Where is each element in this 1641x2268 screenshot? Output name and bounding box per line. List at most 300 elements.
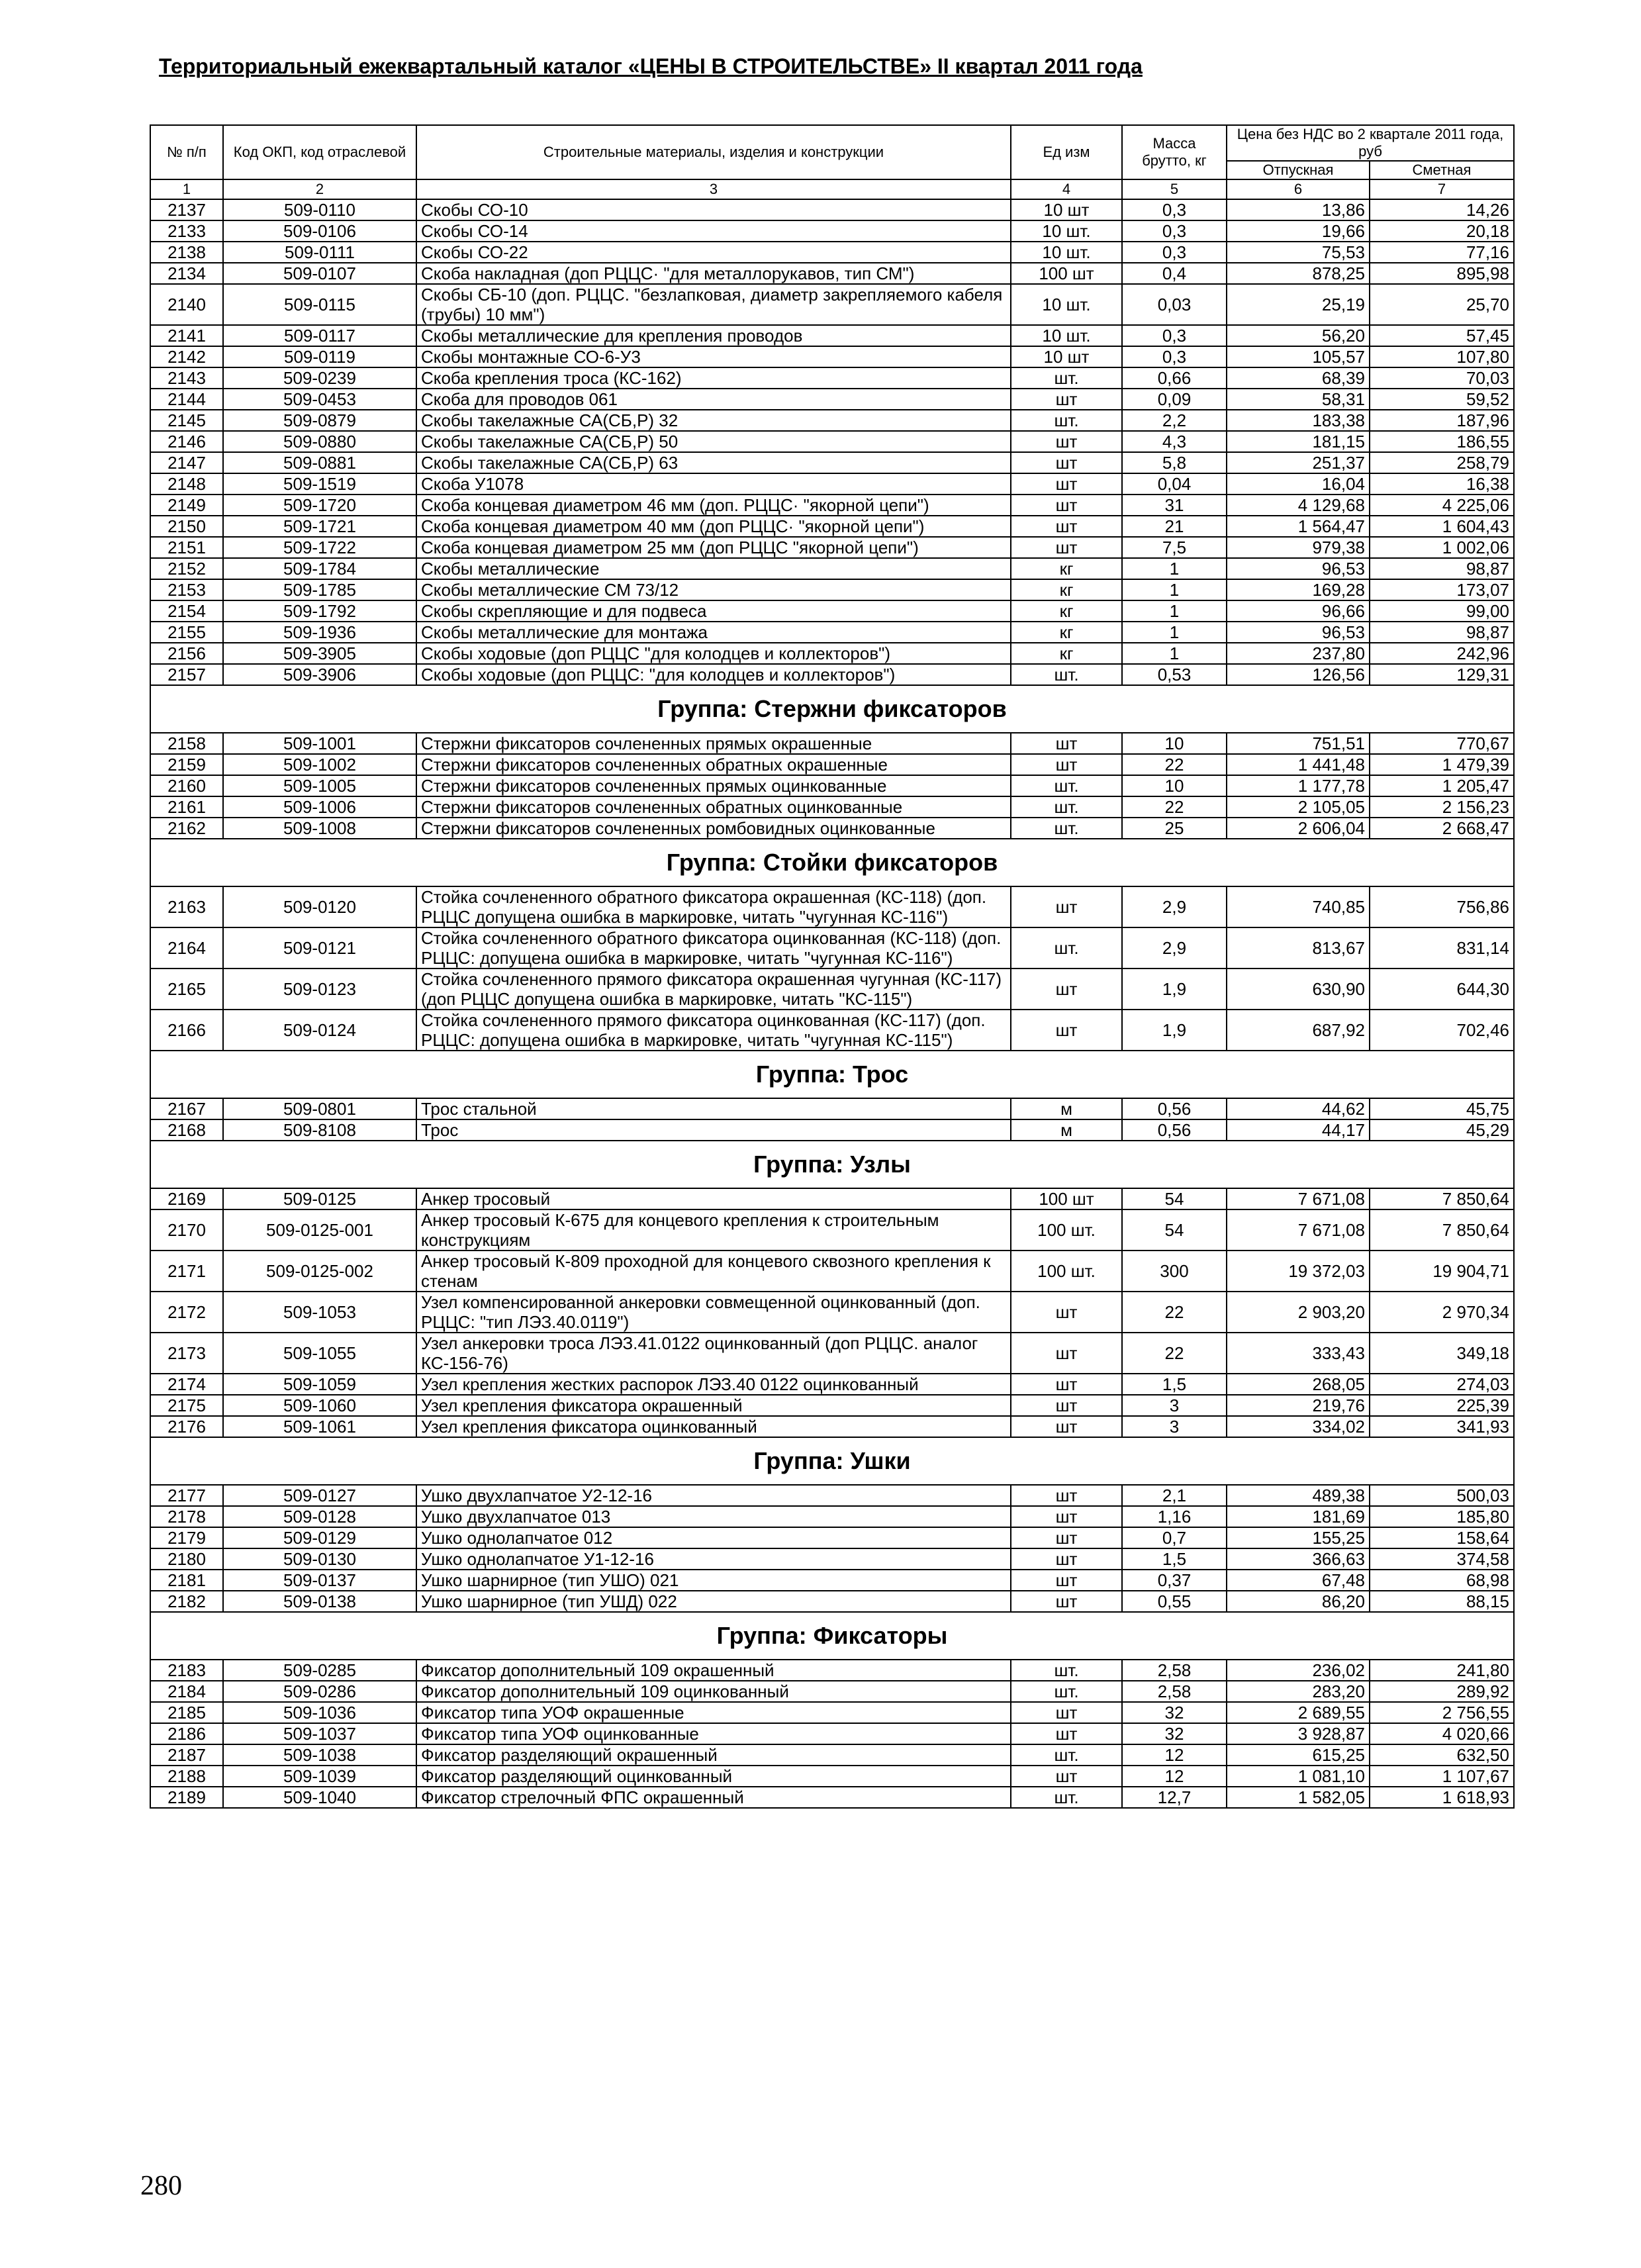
cell-price-release: 13,86 [1227, 199, 1370, 220]
cell-code: 509-1060 [223, 1395, 416, 1416]
cell-unit: шт [1011, 754, 1122, 775]
cell-unit: шт. [1011, 664, 1122, 685]
cell-price-release: 366,63 [1227, 1548, 1370, 1570]
cell-unit: м [1011, 1098, 1122, 1119]
cell-code: 509-0111 [223, 242, 416, 263]
cell-name: Скобы СО-22 [416, 242, 1011, 263]
col-number-2: 2 [223, 179, 416, 199]
cell-code: 509-0123 [223, 969, 416, 1010]
cell-price-estimate: 1 604,43 [1370, 516, 1514, 537]
col-number-7: 7 [1370, 179, 1514, 199]
cell-unit: 10 шт [1011, 346, 1122, 367]
cell-code: 509-1936 [223, 622, 416, 643]
table-row [150, 1744, 1514, 1766]
cell-mass: 54 [1122, 1209, 1227, 1251]
cell-name: Скобы металлические для монтажа [416, 622, 1011, 643]
cell-code: 509-0124 [223, 1010, 416, 1051]
cell-price-estimate: 1 002,06 [1370, 537, 1514, 558]
cell-unit: шт [1011, 537, 1122, 558]
cell-unit: кг [1011, 558, 1122, 579]
table-row [150, 220, 1514, 242]
cell-name: Фиксатор типа УОФ оцинкованные [416, 1723, 1011, 1744]
cell-price-release: 96,66 [1227, 600, 1370, 622]
cell-price-estimate: 274,03 [1370, 1374, 1514, 1395]
cell-price-release: 219,76 [1227, 1395, 1370, 1416]
cell-code: 509-0110 [223, 199, 416, 220]
table-body [150, 199, 1514, 1808]
cell-name: Скобы СБ-10 (доп. РЦЦС. "безлапковая, диаметр закрепляемого кабеля (трубы) 10 мм") [416, 284, 1011, 325]
cell-price-release: 7 671,08 [1227, 1209, 1370, 1251]
cell-mass: 7,5 [1122, 537, 1227, 558]
cell-unit: 10 шт. [1011, 220, 1122, 242]
table-row [150, 431, 1514, 452]
cell-price-release: 1 564,47 [1227, 516, 1370, 537]
cell-mass: 22 [1122, 754, 1227, 775]
table-row [150, 1787, 1514, 1808]
cell-price-estimate: 129,31 [1370, 664, 1514, 685]
col-number-1: 1 [150, 179, 223, 199]
cell-code: 509-1006 [223, 796, 416, 818]
cell-name: Узел компенсированной анкеровки совмещенной оцинкованный (доп. РЦЦС: "тип ЛЭЗ.40.0119") [416, 1292, 1011, 1333]
cell-unit: шт [1011, 1527, 1122, 1548]
table-row [150, 1251, 1514, 1292]
cell-code: 509-1722 [223, 537, 416, 558]
cell-unit: 100 шт [1011, 263, 1122, 284]
cell-mass: 54 [1122, 1188, 1227, 1209]
table-row [150, 1010, 1514, 1051]
cell-mass: 10 [1122, 733, 1227, 754]
cell-num: 2179 [150, 1527, 223, 1548]
cell-mass: 10 [1122, 775, 1227, 796]
cell-num: 2173 [150, 1333, 223, 1374]
cell-code: 509-1037 [223, 1723, 416, 1744]
cell-mass: 0,56 [1122, 1098, 1227, 1119]
cell-price-release: 1 582,05 [1227, 1787, 1370, 1808]
cell-unit: шт [1011, 431, 1122, 452]
cell-code: 509-0125-001 [223, 1209, 416, 1251]
cell-code: 509-1036 [223, 1702, 416, 1723]
table-row [150, 600, 1514, 622]
cell-price-estimate: 241,80 [1370, 1660, 1514, 1681]
cell-name: Трос [416, 1119, 1011, 1141]
cell-price-estimate: 341,93 [1370, 1416, 1514, 1437]
cell-name: Стойка сочлененного обратного фиксатора оцинкованная (КС-118) (доп. РЦЦС: допущена ошибка в маркировке, читать "чугунная КС-116") [416, 927, 1011, 969]
cell-name: Фиксатор дополнительный 109 окрашенный [416, 1660, 1011, 1681]
cell-price-release: 2 105,05 [1227, 796, 1370, 818]
group-row [150, 1437, 1514, 1485]
cell-price-estimate: 242,96 [1370, 643, 1514, 664]
cell-code: 509-1055 [223, 1333, 416, 1374]
cell-name: Фиксатор разделяющий окрашенный [416, 1744, 1011, 1766]
cell-mass: 1 [1122, 558, 1227, 579]
cell-price-estimate: 158,64 [1370, 1527, 1514, 1548]
cell-name: Стержни фиксаторов сочлененных обратных оцинкованные [416, 796, 1011, 818]
cell-price-estimate: 225,39 [1370, 1395, 1514, 1416]
cell-price-estimate: 107,80 [1370, 346, 1514, 367]
cell-code: 509-0119 [223, 346, 416, 367]
cell-code: 509-8108 [223, 1119, 416, 1141]
table-row [150, 927, 1514, 969]
cell-price-release: 181,15 [1227, 431, 1370, 452]
cell-price-release: 58,31 [1227, 389, 1370, 410]
col-header-num: № п/п [150, 125, 223, 179]
cell-num: 2178 [150, 1506, 223, 1527]
cell-price-estimate: 756,86 [1370, 886, 1514, 927]
cell-mass: 12 [1122, 1766, 1227, 1787]
cell-num: 2177 [150, 1485, 223, 1506]
cell-mass: 32 [1122, 1702, 1227, 1723]
cell-unit: м [1011, 1119, 1122, 1141]
cell-num: 2165 [150, 969, 223, 1010]
col-header-name: Строительные материалы, изделия и конструкции [416, 125, 1011, 179]
cell-name: Стойка сочлененного прямого фиксатора окрашенная чугунная (КС-117) (доп РЦЦС допущена ошибка в маркировке, читать "КС-115") [416, 969, 1011, 1010]
table-row [150, 775, 1514, 796]
table-row [150, 284, 1514, 325]
cell-unit: кг [1011, 579, 1122, 600]
cell-price-estimate: 68,98 [1370, 1570, 1514, 1591]
cell-mass: 300 [1122, 1251, 1227, 1292]
cell-code: 509-0286 [223, 1681, 416, 1702]
cell-price-estimate: 19 904,71 [1370, 1251, 1514, 1292]
cell-name: Скоба концевая диаметром 40 мм (доп РЦЦС· "якорной цепи") [416, 516, 1011, 537]
table-row [150, 199, 1514, 220]
cell-price-release: 155,25 [1227, 1527, 1370, 1548]
cell-price-estimate: 2 668,47 [1370, 818, 1514, 839]
cell-unit: шт. [1011, 927, 1122, 969]
cell-num: 2186 [150, 1723, 223, 1744]
cell-name: Анкер тросовый К-675 для концевого крепления к строительным конструкциям [416, 1209, 1011, 1251]
cell-unit: 100 шт. [1011, 1209, 1122, 1251]
cell-mass: 2,9 [1122, 927, 1227, 969]
cell-code: 509-3905 [223, 643, 416, 664]
table-row [150, 622, 1514, 643]
cell-price-estimate: 1 205,47 [1370, 775, 1514, 796]
cell-unit: шт [1011, 1292, 1122, 1333]
cell-code: 509-0879 [223, 410, 416, 431]
table-row [150, 473, 1514, 495]
cell-price-release: 751,51 [1227, 733, 1370, 754]
cell-price-release: 19 372,03 [1227, 1251, 1370, 1292]
cell-name: Стержни фиксаторов сочлененных ромбовидных оцинкованные [416, 818, 1011, 839]
cell-unit: 10 шт. [1011, 325, 1122, 346]
cell-price-estimate: 98,87 [1370, 558, 1514, 579]
cell-price-release: 68,39 [1227, 367, 1370, 389]
cell-unit: шт [1011, 733, 1122, 754]
cell-price-release: 75,53 [1227, 242, 1370, 263]
cell-name: Узел анкеровки троса ЛЭЗ.41.0122 оцинкованный (доп РЦЦС. аналог КС-156-76) [416, 1333, 1011, 1374]
cell-name: Анкер тросовый [416, 1188, 1011, 1209]
cell-price-release: 2 606,04 [1227, 818, 1370, 839]
cell-name: Фиксатор разделяющий оцинкованный [416, 1766, 1011, 1787]
cell-unit: шт. [1011, 796, 1122, 818]
cell-unit: шт. [1011, 818, 1122, 839]
cell-price-release: 268,05 [1227, 1374, 1370, 1395]
table-row [150, 452, 1514, 473]
cell-unit: шт [1011, 473, 1122, 495]
cell-name: Скоба накладная (доп РЦЦС· "для металлорукавов, тип СМ") [416, 263, 1011, 284]
cell-num: 2141 [150, 325, 223, 346]
cell-num: 2161 [150, 796, 223, 818]
cell-unit: шт [1011, 1570, 1122, 1591]
cell-unit: шт [1011, 1333, 1122, 1374]
cell-unit: 10 шт [1011, 199, 1122, 220]
cell-name: Узел крепления жестких распорок ЛЭЗ.40 0122 оцинкованный [416, 1374, 1011, 1395]
cell-mass: 2,58 [1122, 1681, 1227, 1702]
table-row [150, 495, 1514, 516]
cell-num: 2145 [150, 410, 223, 431]
cell-price-estimate: 1 618,93 [1370, 1787, 1514, 1808]
cell-num: 2176 [150, 1416, 223, 1437]
cell-mass: 22 [1122, 796, 1227, 818]
table-row [150, 733, 1514, 754]
cell-num: 2138 [150, 242, 223, 263]
cell-name: Скобы ходовые (доп РЦЦС "для колодцев и коллекторов") [416, 643, 1011, 664]
cell-mass: 25 [1122, 818, 1227, 839]
cell-price-release: 334,02 [1227, 1416, 1370, 1437]
cell-price-release: 615,25 [1227, 1744, 1370, 1766]
cell-price-estimate: 702,46 [1370, 1010, 1514, 1051]
cell-price-release: 237,80 [1227, 643, 1370, 664]
cell-price-release: 4 129,68 [1227, 495, 1370, 516]
cell-unit: кг [1011, 643, 1122, 664]
cell-price-estimate: 349,18 [1370, 1333, 1514, 1374]
table-row [150, 1395, 1514, 1416]
cell-num: 2189 [150, 1787, 223, 1808]
cell-name: Скобы монтажные СО-6-У3 [416, 346, 1011, 367]
cell-num: 2166 [150, 1010, 223, 1051]
table-row [150, 1416, 1514, 1437]
cell-mass: 3 [1122, 1395, 1227, 1416]
cell-mass: 1 [1122, 622, 1227, 643]
cell-price-estimate: 14,26 [1370, 199, 1514, 220]
group-row [150, 685, 1514, 733]
cell-price-estimate: 45,75 [1370, 1098, 1514, 1119]
cell-price-release: 169,28 [1227, 579, 1370, 600]
cell-mass: 0,3 [1122, 346, 1227, 367]
cell-price-release: 2 903,20 [1227, 1292, 1370, 1333]
cell-price-release: 96,53 [1227, 622, 1370, 643]
cell-unit: 100 шт [1011, 1188, 1122, 1209]
cell-mass: 2,2 [1122, 410, 1227, 431]
cell-price-estimate: 186,55 [1370, 431, 1514, 452]
cell-num: 2164 [150, 927, 223, 969]
table-head [150, 125, 1514, 199]
cell-code: 509-1040 [223, 1787, 416, 1808]
cell-unit: шт. [1011, 367, 1122, 389]
table-row [150, 1098, 1514, 1119]
table-row [150, 1527, 1514, 1548]
cell-num: 2168 [150, 1119, 223, 1141]
cell-mass: 1,16 [1122, 1506, 1227, 1527]
cell-code: 509-0130 [223, 1548, 416, 1570]
cell-code: 509-1053 [223, 1292, 416, 1333]
cell-code: 509-0120 [223, 886, 416, 927]
cell-code: 509-0138 [223, 1591, 416, 1612]
cell-code: 509-0137 [223, 1570, 416, 1591]
cell-price-estimate: 99,00 [1370, 600, 1514, 622]
cell-mass: 21 [1122, 516, 1227, 537]
table-row [150, 1209, 1514, 1251]
cell-price-release: 44,62 [1227, 1098, 1370, 1119]
cell-price-estimate: 289,92 [1370, 1681, 1514, 1702]
cell-price-release: 105,57 [1227, 346, 1370, 367]
cell-num: 2157 [150, 664, 223, 685]
cell-unit: шт [1011, 969, 1122, 1010]
cell-name: Скоба для проводов 061 [416, 389, 1011, 410]
cell-price-release: 283,20 [1227, 1681, 1370, 1702]
cell-mass: 2,58 [1122, 1660, 1227, 1681]
table-row [150, 325, 1514, 346]
cell-price-release: 181,69 [1227, 1506, 1370, 1527]
cell-price-release: 3 928,87 [1227, 1723, 1370, 1744]
cell-mass: 5,8 [1122, 452, 1227, 473]
cell-num: 2160 [150, 775, 223, 796]
cell-num: 2185 [150, 1702, 223, 1723]
cell-price-estimate: 1 107,67 [1370, 1766, 1514, 1787]
cell-num: 2151 [150, 537, 223, 558]
cell-code: 509-0453 [223, 389, 416, 410]
cell-num: 2158 [150, 733, 223, 754]
cell-num: 2143 [150, 367, 223, 389]
group-title: Группа: Трос [150, 1051, 1514, 1098]
cell-code: 509-1039 [223, 1766, 416, 1787]
cell-num: 2162 [150, 818, 223, 839]
cell-num: 2152 [150, 558, 223, 579]
cell-price-estimate: 831,14 [1370, 927, 1514, 969]
cell-price-estimate: 500,03 [1370, 1485, 1514, 1506]
cell-price-release: 489,38 [1227, 1485, 1370, 1506]
cell-code: 509-0128 [223, 1506, 416, 1527]
cell-num: 2188 [150, 1766, 223, 1787]
table-row [150, 1681, 1514, 1702]
cell-price-estimate: 258,79 [1370, 452, 1514, 473]
cell-price-release: 2 689,55 [1227, 1702, 1370, 1723]
cell-mass: 1 [1122, 643, 1227, 664]
cell-name: Ушко однолапчатое 012 [416, 1527, 1011, 1548]
cell-price-estimate: 25,70 [1370, 284, 1514, 325]
cell-price-release: 630,90 [1227, 969, 1370, 1010]
cell-name: Стержни фиксаторов сочлененных обратных окрашенные [416, 754, 1011, 775]
cell-mass: 4,3 [1122, 431, 1227, 452]
table-row [150, 1660, 1514, 1681]
cell-mass: 12 [1122, 1744, 1227, 1766]
cell-price-estimate: 98,87 [1370, 622, 1514, 643]
table-row [150, 1506, 1514, 1527]
cell-num: 2183 [150, 1660, 223, 1681]
col-header-price-release: Отпускная [1227, 161, 1370, 179]
cell-price-estimate: 20,18 [1370, 220, 1514, 242]
cell-mass: 0,55 [1122, 1591, 1227, 1612]
cell-name: Скобы металлические для крепления проводов [416, 325, 1011, 346]
cell-name: Ушко двухлапчатое 013 [416, 1506, 1011, 1527]
cell-price-release: 1 441,48 [1227, 754, 1370, 775]
cell-name: Скоба концевая диаметром 25 мм (доп РЦЦС "якорной цепи") [416, 537, 1011, 558]
cell-name: Скобы скрепляющие и для подвеса [416, 600, 1011, 622]
cell-unit: шт [1011, 1010, 1122, 1051]
col-number-5: 5 [1122, 179, 1227, 199]
cell-price-estimate: 70,03 [1370, 367, 1514, 389]
cell-price-release: 1 081,10 [1227, 1766, 1370, 1787]
cell-num: 2153 [150, 579, 223, 600]
col-header-unit: Ед изм [1011, 125, 1122, 179]
cell-unit: шт [1011, 1766, 1122, 1787]
table-row [150, 1333, 1514, 1374]
col-header-price-estimate: Сметная [1370, 161, 1514, 179]
cell-name: Ушко шарнирное (тип УШД) 022 [416, 1591, 1011, 1612]
cell-num: 2133 [150, 220, 223, 242]
cell-price-release: 236,02 [1227, 1660, 1370, 1681]
cell-name: Скобы СО-10 [416, 199, 1011, 220]
cell-num: 2170 [150, 1209, 223, 1251]
cell-price-release: 86,20 [1227, 1591, 1370, 1612]
col-number-4: 4 [1011, 179, 1122, 199]
table-row [150, 1292, 1514, 1333]
cell-price-estimate: 895,98 [1370, 263, 1514, 284]
table-row [150, 1591, 1514, 1612]
cell-num: 2148 [150, 473, 223, 495]
cell-price-estimate: 16,38 [1370, 473, 1514, 495]
cell-price-release: 740,85 [1227, 886, 1370, 927]
cell-price-release: 16,04 [1227, 473, 1370, 495]
cell-mass: 0,37 [1122, 1570, 1227, 1591]
cell-price-release: 44,17 [1227, 1119, 1370, 1141]
page-number: 280 [140, 2171, 182, 2201]
cell-mass: 0,53 [1122, 664, 1227, 685]
table-row [150, 1374, 1514, 1395]
cell-unit: шт [1011, 452, 1122, 473]
cell-name: Скобы СО-14 [416, 220, 1011, 242]
cell-price-estimate: 57,45 [1370, 325, 1514, 346]
cell-code: 509-1061 [223, 1416, 416, 1437]
table-row [150, 558, 1514, 579]
cell-mass: 31 [1122, 495, 1227, 516]
cell-code: 509-0125-002 [223, 1251, 416, 1292]
table-row [150, 1548, 1514, 1570]
table-row [150, 263, 1514, 284]
cell-code: 509-0881 [223, 452, 416, 473]
cell-num: 2181 [150, 1570, 223, 1591]
cell-price-release: 96,53 [1227, 558, 1370, 579]
cell-name: Стойка сочлененного прямого фиксатора оцинкованная (КС-117) (доп. РЦЦС: допущена ошибка в маркировке, читать "чугунная КС-115") [416, 1010, 1011, 1051]
cell-unit: кг [1011, 622, 1122, 643]
group-row [150, 1051, 1514, 1098]
price-table [150, 124, 1515, 1809]
cell-num: 2184 [150, 1681, 223, 1702]
cell-unit: шт [1011, 1591, 1122, 1612]
cell-name: Узел крепления фиксатора оцинкованный [416, 1416, 1011, 1437]
cell-num: 2147 [150, 452, 223, 473]
cell-price-estimate: 2 756,55 [1370, 1702, 1514, 1723]
table-row [150, 1702, 1514, 1723]
cell-num: 2171 [150, 1251, 223, 1292]
cell-num: 2172 [150, 1292, 223, 1333]
cell-name: Стержни фиксаторов сочлененных прямых оцинкованные [416, 775, 1011, 796]
cell-unit: шт [1011, 1374, 1122, 1395]
cell-num: 2167 [150, 1098, 223, 1119]
cell-code: 509-0239 [223, 367, 416, 389]
table-row [150, 1723, 1514, 1744]
table-row [150, 579, 1514, 600]
cell-price-release: 126,56 [1227, 664, 1370, 685]
group-title: Группа: Стойки фиксаторов [150, 839, 1514, 886]
col-header-code: Код ОКП, код отраслевой [223, 125, 416, 179]
cell-price-estimate: 4 225,06 [1370, 495, 1514, 516]
cell-code: 509-1519 [223, 473, 416, 495]
cell-name: Скобы металлические СМ 73/12 [416, 579, 1011, 600]
cell-num: 2159 [150, 754, 223, 775]
group-row [150, 1612, 1514, 1660]
cell-code: 509-1792 [223, 600, 416, 622]
